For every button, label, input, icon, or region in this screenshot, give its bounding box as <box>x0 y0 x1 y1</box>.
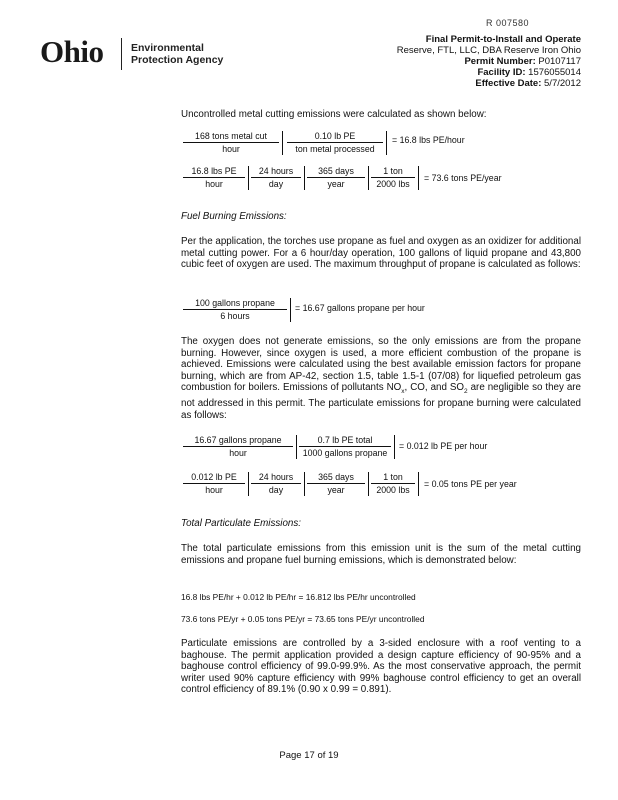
equation-1: 168 tons metal cut hour 0.10 lb PE ton metal processed = 16.8 lbs PE/hour <box>183 131 583 157</box>
agency-line-2: Protection Agency <box>131 54 224 66</box>
agency-name <box>131 42 223 66</box>
oxygen-paragraph: The oxygen does not generate emissions, so the only emissions are from the propane burning. However, since oxygen is used, a more efficient combustion of the propane is achieved. Emissions were calculated using the best available emission factors for propane burning, which are from AP-42, section 1.5, table 1.5-1 (07/08) for liquefied petroleum gas combustion for boilers. Emissions of pollutants $NO_x$, CO, and $SO_2$ are negligible so they are not addressed in this permit. The particulate emissions for propane burning were calculated as follows: <box>181 336 581 421</box>
effective-date: Effective Date: 5/7/2012 <box>475 78 581 89</box>
company-name: Reserve, FTL, LLC, DBA Reserve Iron Ohio <box>396 45 581 56</box>
ohio-logo: Ohio <box>40 34 104 69</box>
equation-5: 0.012 lb PE hour 24 hours day 365 days year 1 ton 2000 lbs = 0.05 tons PE per year <box>183 472 583 498</box>
sum-line-annual: 73.6 tons PE/yr + 0.05 tons PE/yr = 73.65 tons PE/yr uncontrolled <box>181 614 425 624</box>
page-total: 19 <box>328 750 339 761</box>
total-paragraph: The total particulate emissions from this emission unit is the sum of the metal cutting emissions and propane fuel burning emissions, which is demonstrated below: <box>181 543 581 566</box>
permit-title: Final Permit-to-Install and Operate <box>425 34 581 45</box>
equation-2: 16.8 lbs PE hour 24 hours day 365 days year 1 ton 2000 lbs = 73.6 tons PE/year <box>183 166 583 192</box>
page-footer: Page 17 of 19 <box>279 750 339 761</box>
equation-3: 100 gallons propane 6 hours = 16.67 gallons propane per hour <box>183 298 583 324</box>
control-paragraph: Particulate emissions are controlled by a 3-sided enclosure with a roof venting to a baghouse. The permit application provided a design capture efficiency of 90-95% and a baghouse control efficiency of 99.0-99.9%. As the most conservative approach, the permit writer used 90% capture efficiency with 99% baghouse control efficiency to get an overall control efficiency of 89.1% (0.90 x 0.99 = 0.891). <box>181 638 581 696</box>
intro-text: Uncontrolled metal cutting emissions were calculated as shown below: <box>181 109 487 120</box>
permit-header <box>397 34 581 89</box>
agency-line-1: Environmental <box>131 42 204 54</box>
equation-4: 16.67 gallons propane hour 0.7 lb PE total 1000 gallons propane = 0.012 lb PE per hour <box>183 435 583 461</box>
total-heading: Total Particulate Emissions: <box>181 518 301 529</box>
fuel-heading: Fuel Burning Emissions: <box>181 211 287 222</box>
bates-number: R 007580 <box>486 18 530 28</box>
sum-line-hourly: 16.8 lbs PE/hr + 0.012 lb PE/hr = 16.812 lbs PE/hr uncontrolled <box>181 592 416 602</box>
page-number: 17 <box>304 750 315 761</box>
fuel-paragraph: Per the application, the torches use propane as fuel and oxygen as an oxidizer for additional metal cutting power. For a 6 hour/day operation, 100 gallons of liquid propane and 43,800 cubic feet of oxygen are used. The maximum throughput of propane is calculated as follows: <box>181 236 581 271</box>
facility-id: Facility ID: 1576055014 <box>477 67 581 78</box>
permit-number: Permit Number: P0107117 <box>464 56 581 67</box>
logo-divider <box>121 38 122 70</box>
